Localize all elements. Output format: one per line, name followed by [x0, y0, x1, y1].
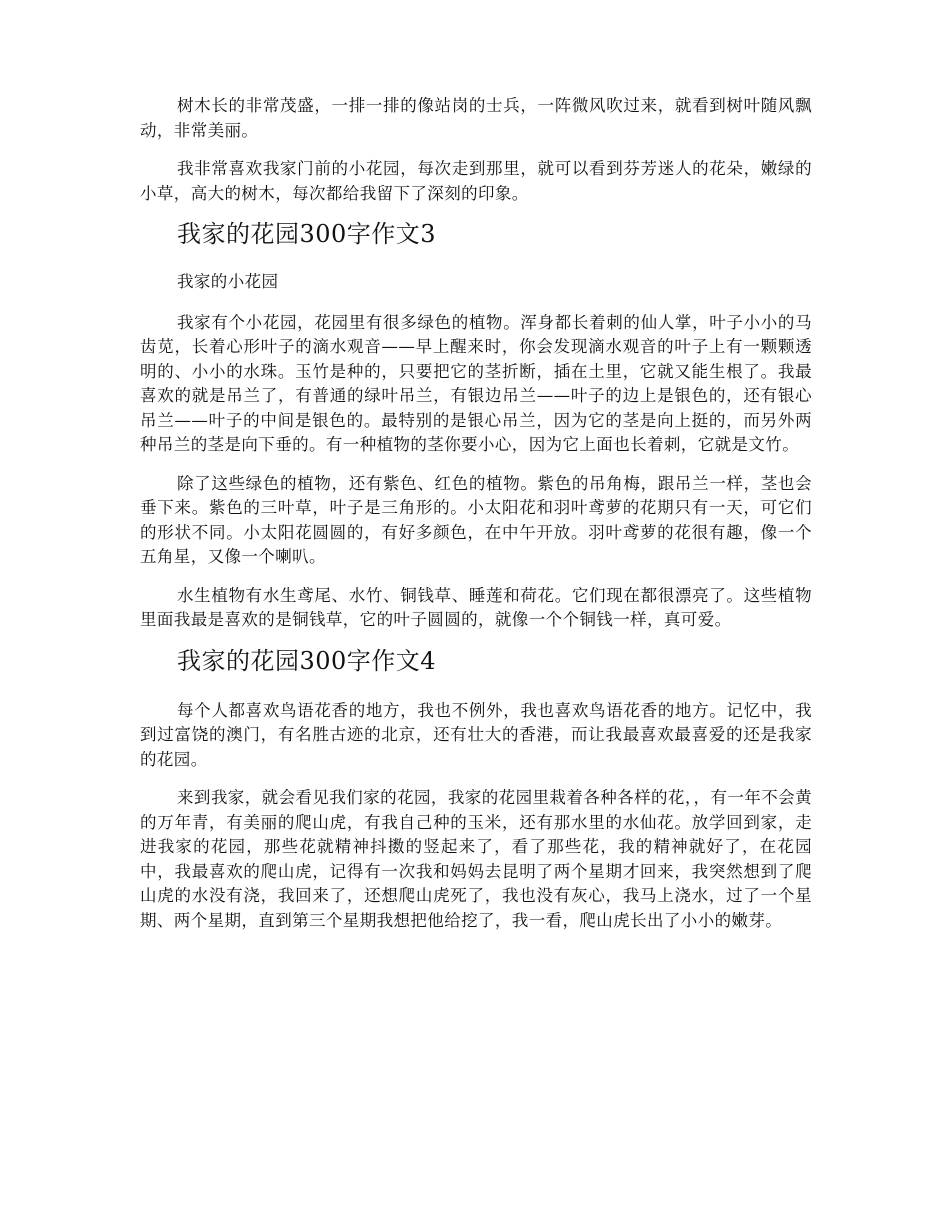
paragraph: 每个人都喜欢鸟语花香的地方，我也不例外，我也喜欢鸟语花香的地方。记忆中，我到过富饶的澳门，有名胜古迹的北京，还有壮大的香港，而让我最喜欢最喜爱的还是我家的花园。: [140, 700, 812, 769]
paragraph: 来到我家，就会看见我们家的花园，我家的花园里栽着各种各样的花，，有一年不会黄的万年青，有美丽的爬山虎，有我自己种的玉米，还有那水里的水仙花。放学回到家，走进我家的花园，那些花就精神抖擞的竖起来了，看了那些花，我的精神就好了，在花园中，我最喜欢的爬山虎，记得有一次我和妈妈去昆明了两个星期才回来，我突然想到了爬山虎的水没有浇，我回来了，还想爬山虎死了，我也没有灰心，我马上浇水，过了一个星期、两个星期，直到第三个星期我想把他给挖了，我一看，爬山虎长出了小小的嫩芽。: [140, 788, 812, 930]
paragraph: 除了这些绿色的植物，还有紫色、红色的植物。紫色的吊角梅，跟吊兰一样，茎也会垂下来。紫色的三叶草，叶子是三角形的。小太阳花和羽叶鸢萝的花期只有一天，可它们的形状不同。小太阳花圆圆的，有好多颜色，在中午开放。羽叶鸢萝的花很有趣，像一个五角星，又像一个喇叭。: [140, 473, 812, 566]
section-heading: 我家的花园300字作文3: [177, 220, 437, 248]
essay-subtitle: 我家的小花园: [177, 272, 279, 291]
section-heading: 我家的花园300字作文4: [177, 646, 437, 675]
document-page: [140, 94, 812, 933]
paragraph: 树木长的非常茂盛，一排一排的像站岗的士兵，一阵微风吹过来，就看到树叶随风飘动，非常美丽。: [140, 96, 812, 140]
paragraph: 我家有个小花园，花园里有很多绿色的植物。浑身都长着刺的仙人掌，叶子小小的马齿苋，长着心形叶子的滴水观音——早上醒来时，你会发现滴水观音的叶子上有一颗颗透明的、小小的水珠。玉竹是种的，只要把它的茎折断，插在土里，它就又能生根了。我最喜欢的就是吊兰了，有普通的绿叶吊兰，有银边吊兰——叶子的边上是银色的，还有银心吊兰——叶子的中间是银色的。最特别的是银心吊兰，因为它的茎是向上挺的，而另外两种吊兰的茎是向下垂的。有一种植物的茎你要小心，因为它上面也长着刺，它就是文竹。: [140, 312, 812, 454]
paragraph: 我非常喜欢我家门前的小花园，每次走到那里，就可以看到芬芳迷人的花朵，嫩绿的小草，高大的树木，每次都给我留下了深刻的印象。: [140, 159, 812, 203]
paragraph: 水生植物有水生鸢尾、水竹、铜钱草、睡莲和荷花。它们现在都很漂亮了。这些植物里面我最是喜欢的是铜钱草，它的叶子圆圆的，就像一个个铜钱一样，真可爱。: [140, 585, 812, 629]
